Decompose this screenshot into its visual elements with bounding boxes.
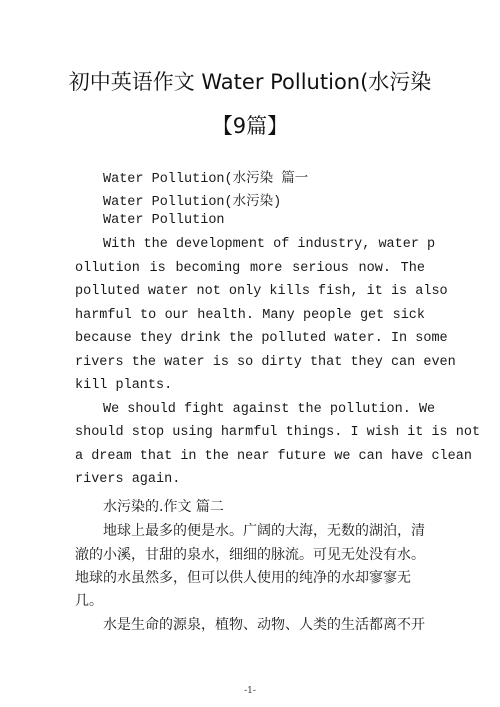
section-heading-2: Water Pollution(水污染) xyxy=(103,195,282,210)
paragraph-1-line-6: rivers the water is so dirty that they can even xyxy=(75,355,456,370)
paragraph-1-line-4: harmful to our health. Many people get sick xyxy=(75,308,425,323)
paragraph-1-line-2: ollution is becoming more serious now. The xyxy=(75,261,425,276)
section-heading-1: Water Pollution(水污染 篇一 xyxy=(103,172,309,187)
section-heading-4: 水污染的.作文 篇二 xyxy=(103,499,224,515)
paragraph-1-line-1: With the development of industry, water p xyxy=(103,237,436,252)
paragraph-1-line-5: because they drink the polluted water. In some xyxy=(75,331,448,346)
paragraph-3-line-3: 地球的水虽然多，但可以供人使用的纯净的水却寥寥无 xyxy=(75,570,411,586)
paragraph-4-line-1: 水是生命的源泉，植物、动物、人类的生活都离不开 xyxy=(103,617,425,633)
paragraph-2-line-4: rivers again. xyxy=(75,472,181,487)
paragraph-2-line-1: We should fight against the pollution. We xyxy=(103,402,436,417)
paragraph-1-line-3: polluted water not only kills fish, it is also xyxy=(75,284,448,299)
paragraph-2-line-3: a dream that in the near future we can have clean xyxy=(75,449,472,464)
paragraph-1-line-7: kill plants. xyxy=(75,378,173,393)
document-title-line-2: 【9篇】 xyxy=(211,114,289,138)
document-title-line-1: 初中英语作文 Water Pollution(水污染 xyxy=(68,70,432,94)
paragraph-3-line-2: 澈的小溪，甘甜的泉水，细细的脉流。可见无处没有水。 xyxy=(75,547,425,563)
paragraph-2-line-2: should stop using harmful things. I wish it is not xyxy=(75,425,481,440)
paragraph-3-line-1: 地球上最多的便是水。广阔的大海，无数的湖泊，清 xyxy=(103,523,425,539)
paragraph-3-line-4: 几。 xyxy=(75,593,103,609)
section-heading-3: Water Pollution xyxy=(103,213,225,228)
page-number: -1- xyxy=(244,686,256,696)
